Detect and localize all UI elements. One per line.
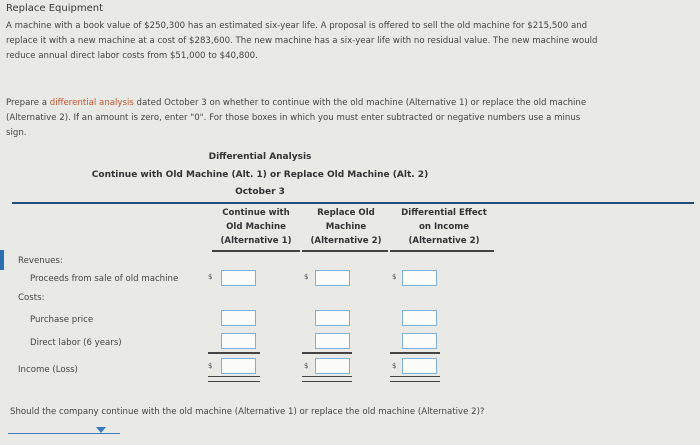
income-label: Income (Loss) xyxy=(18,365,78,375)
column-header-differential: Differential Effect on Income (Alternative 2) xyxy=(401,208,487,246)
subtotal-rule xyxy=(302,352,352,354)
currency-symbol: $ xyxy=(208,273,213,281)
proceeds-alt1-input[interactable] xyxy=(221,270,256,286)
proceeds-alt2-input[interactable] xyxy=(315,270,350,286)
income-diff-input[interactable] xyxy=(402,358,437,374)
column-rule xyxy=(302,250,388,252)
total-double-rule xyxy=(390,376,440,382)
proceeds-label: Proceeds from sale of old machine xyxy=(30,274,179,284)
chevron-down-icon[interactable] xyxy=(96,427,106,433)
instruction-line: Prepare a differential analysis dated October 3 on whether to continue with the old machine (Alternative 1) or replace the old machine xyxy=(6,98,587,108)
instruction-line: sign. xyxy=(6,128,27,138)
analysis-subheading: Continue with Old Machine (Alt. 1) or Replace Old Machine (Alt. 2) xyxy=(91,170,429,180)
decision-question: Should the company continue with the old machine (Alternative 1) or replace the old machine (Alternative 2)? xyxy=(10,407,485,417)
labor-label: Direct labor (6 years) xyxy=(30,338,122,348)
header-rule xyxy=(12,202,694,204)
problem-description xyxy=(6,19,692,64)
labor-alt1-input[interactable] xyxy=(221,333,256,349)
column-header-alt1: Continue with Old Machine (Alternative 1) xyxy=(220,208,292,246)
column-rule xyxy=(212,250,300,252)
page-title: Replace Equipment xyxy=(6,3,104,14)
income-alt1-input[interactable] xyxy=(221,358,256,374)
row-indicator xyxy=(0,250,4,270)
currency-symbol: $ xyxy=(304,273,309,281)
instruction-line: (Alternative 2). If an amount is zero, enter "0". For those boxes in which you must enter subtracted or negative numbers use a minus xyxy=(6,113,581,123)
description-line: reduce annual direct labor costs from $51,000 to $40,800. xyxy=(6,51,258,61)
differential-analysis-link[interactable]: differential analysis xyxy=(49,98,134,108)
purchase-alt1-input[interactable] xyxy=(221,310,256,326)
purchase-label: Purchase price xyxy=(30,315,94,325)
subtotal-rule xyxy=(208,352,260,354)
currency-symbol: $ xyxy=(392,362,397,370)
labor-alt2-input[interactable] xyxy=(315,333,350,349)
purchase-alt2-input[interactable] xyxy=(315,310,350,326)
column-header-alt2: Replace Old Machine (Alternative 2) xyxy=(310,208,382,246)
description-line: A machine with a book value of $250,300 has an estimated six-year life. A proposal is offered to sell the old machine for $215,500 and xyxy=(6,21,588,31)
instructions xyxy=(6,96,692,141)
subtotal-rule xyxy=(390,352,440,354)
revenues-label: Revenues: xyxy=(18,256,63,266)
analysis-date: October 3 xyxy=(235,187,285,197)
purchase-diff-input[interactable] xyxy=(402,310,437,326)
analysis-heading: Differential Analysis xyxy=(208,152,312,162)
currency-symbol: $ xyxy=(304,362,309,370)
total-double-rule xyxy=(302,376,352,382)
income-alt2-input[interactable] xyxy=(315,358,350,374)
costs-label: Costs: xyxy=(18,293,45,303)
total-double-rule xyxy=(208,376,260,382)
labor-diff-input[interactable] xyxy=(402,333,437,349)
description-line: replace it with a new machine at a cost of $283,600. The new machine has a six-year life with no residual value. The new machine would xyxy=(6,36,598,46)
column-rule xyxy=(390,250,494,252)
proceeds-diff-input[interactable] xyxy=(402,270,437,286)
currency-symbol: $ xyxy=(208,362,213,370)
currency-symbol: $ xyxy=(392,273,397,281)
